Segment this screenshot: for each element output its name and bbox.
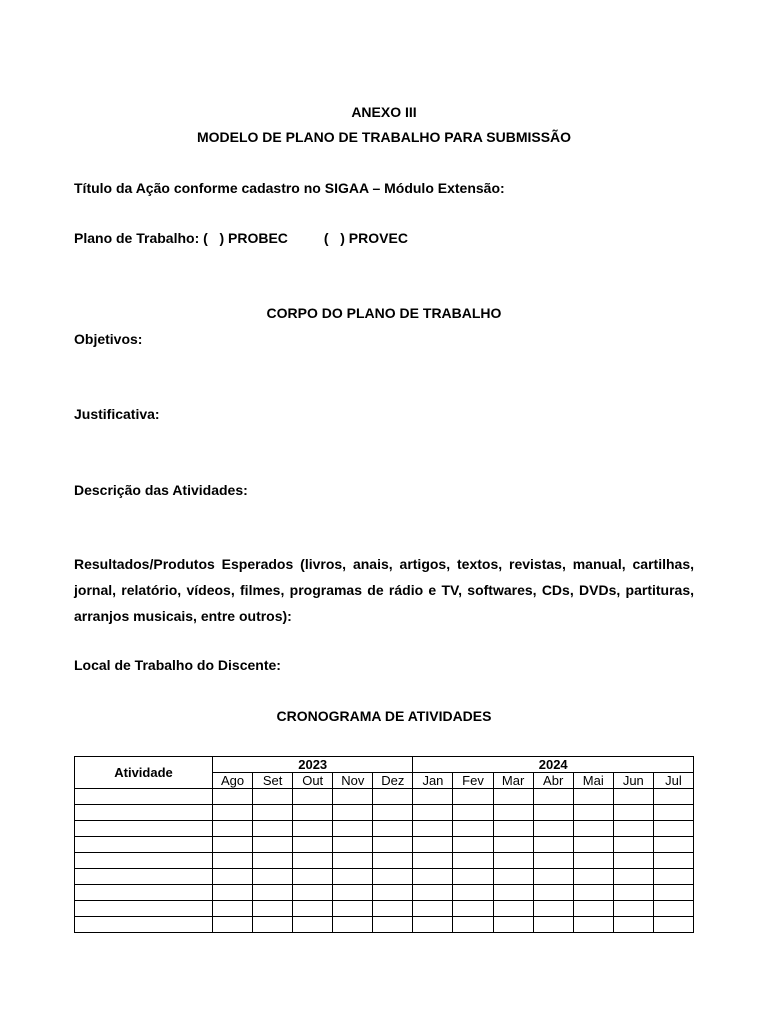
month-header: Abr bbox=[533, 773, 573, 789]
schedule-row bbox=[75, 853, 694, 869]
month-cell[interactable] bbox=[493, 869, 533, 885]
month-cell[interactable] bbox=[333, 885, 373, 901]
month-cell[interactable] bbox=[373, 917, 413, 933]
month-cell[interactable] bbox=[573, 885, 613, 901]
month-cell[interactable] bbox=[293, 901, 333, 917]
month-cell[interactable] bbox=[253, 789, 293, 805]
activity-cell[interactable] bbox=[75, 885, 213, 901]
month-cell[interactable] bbox=[493, 789, 533, 805]
month-cell[interactable] bbox=[653, 853, 693, 869]
month-cell[interactable] bbox=[373, 805, 413, 821]
month-cell[interactable] bbox=[493, 837, 533, 853]
objectives-label: Objetivos: bbox=[74, 331, 143, 347]
month-cell[interactable] bbox=[213, 853, 253, 869]
month-cell[interactable] bbox=[413, 837, 453, 853]
month-cell[interactable] bbox=[413, 789, 453, 805]
activity-cell[interactable] bbox=[75, 869, 213, 885]
work-plan-type-field bbox=[74, 230, 408, 246]
year-header: 2024 bbox=[413, 757, 694, 773]
month-header: Mar bbox=[493, 773, 533, 789]
month-cell[interactable] bbox=[453, 917, 493, 933]
month-cell[interactable] bbox=[453, 869, 493, 885]
activity-column-header: Atividade bbox=[75, 757, 213, 789]
month-cell[interactable] bbox=[413, 901, 453, 917]
month-header: Set bbox=[253, 773, 293, 789]
month-cell[interactable] bbox=[573, 789, 613, 805]
month-header: Jul bbox=[653, 773, 693, 789]
month-cell[interactable] bbox=[453, 821, 493, 837]
month-cell[interactable] bbox=[373, 853, 413, 869]
schedule-table bbox=[74, 756, 694, 933]
month-cell[interactable] bbox=[533, 789, 573, 805]
month-cell[interactable] bbox=[653, 901, 693, 917]
month-cell[interactable] bbox=[373, 821, 413, 837]
month-cell[interactable] bbox=[533, 821, 573, 837]
month-cell[interactable] bbox=[333, 869, 373, 885]
annex-label: ANEXO III bbox=[351, 104, 417, 120]
month-cell[interactable] bbox=[613, 789, 653, 805]
month-cell[interactable] bbox=[213, 821, 253, 837]
schedule-row bbox=[75, 901, 694, 917]
month-cell[interactable] bbox=[333, 853, 373, 869]
month-cell[interactable] bbox=[493, 901, 533, 917]
month-cell[interactable] bbox=[413, 885, 453, 901]
month-cell[interactable] bbox=[613, 885, 653, 901]
month-cell[interactable] bbox=[453, 789, 493, 805]
month-header: Fev bbox=[453, 773, 493, 789]
month-cell[interactable] bbox=[653, 821, 693, 837]
month-cell[interactable] bbox=[333, 837, 373, 853]
month-cell[interactable] bbox=[373, 885, 413, 901]
month-cell[interactable] bbox=[213, 789, 253, 805]
section-title: CORPO DO PLANO DE TRABALHO bbox=[266, 305, 502, 321]
month-cell[interactable] bbox=[533, 837, 573, 853]
month-cell[interactable] bbox=[653, 917, 693, 933]
month-cell[interactable] bbox=[413, 821, 453, 837]
month-cell[interactable] bbox=[213, 917, 253, 933]
month-header: Jan bbox=[413, 773, 453, 789]
month-header: Jun bbox=[613, 773, 653, 789]
month-cell[interactable] bbox=[213, 901, 253, 917]
month-cell[interactable] bbox=[573, 853, 613, 869]
month-header: Mai bbox=[573, 773, 613, 789]
month-cell[interactable] bbox=[413, 917, 453, 933]
month-cell[interactable] bbox=[213, 885, 253, 901]
month-cell[interactable] bbox=[613, 901, 653, 917]
document-title: MODELO DE PLANO DE TRABALHO PARA SUBMISSÃO bbox=[196, 129, 572, 145]
month-cell[interactable] bbox=[613, 805, 653, 821]
activity-cell[interactable] bbox=[75, 901, 213, 917]
month-cell[interactable] bbox=[253, 917, 293, 933]
month-cell[interactable] bbox=[653, 885, 693, 901]
month-cell[interactable] bbox=[533, 901, 573, 917]
provec-option: ( ) PROVEC bbox=[323, 230, 408, 246]
schedule-row bbox=[75, 885, 694, 901]
month-cell[interactable] bbox=[493, 917, 533, 933]
month-cell[interactable] bbox=[453, 901, 493, 917]
activity-cell[interactable] bbox=[75, 917, 213, 933]
month-header: Ago bbox=[213, 773, 253, 789]
month-cell[interactable] bbox=[533, 885, 573, 901]
month-cell[interactable] bbox=[573, 805, 613, 821]
month-cell[interactable] bbox=[453, 885, 493, 901]
month-cell[interactable] bbox=[613, 837, 653, 853]
month-cell[interactable] bbox=[573, 821, 613, 837]
month-cell[interactable] bbox=[493, 805, 533, 821]
activities-description-label: Descrição das Atividades: bbox=[74, 482, 248, 498]
month-cell[interactable] bbox=[293, 853, 333, 869]
schedule-row bbox=[75, 789, 694, 805]
month-cell[interactable] bbox=[213, 837, 253, 853]
month-cell[interactable] bbox=[333, 789, 373, 805]
schedule-row bbox=[75, 805, 694, 821]
month-cell[interactable] bbox=[293, 869, 333, 885]
activity-cell[interactable] bbox=[75, 789, 213, 805]
month-cell[interactable] bbox=[333, 901, 373, 917]
month-cell[interactable] bbox=[213, 805, 253, 821]
month-cell[interactable] bbox=[293, 805, 333, 821]
month-cell[interactable] bbox=[293, 837, 333, 853]
activity-cell[interactable] bbox=[75, 837, 213, 853]
month-cell[interactable] bbox=[333, 917, 373, 933]
month-cell[interactable] bbox=[253, 885, 293, 901]
schedule-row bbox=[75, 821, 694, 837]
action-title-field: Título da Ação conforme cadastro no SIGAA – Módulo Extensão: bbox=[74, 180, 505, 196]
month-cell[interactable] bbox=[253, 805, 293, 821]
month-cell[interactable] bbox=[293, 917, 333, 933]
month-header: Nov bbox=[333, 773, 373, 789]
schedule-row bbox=[75, 869, 694, 885]
month-cell[interactable] bbox=[373, 789, 413, 805]
month-cell[interactable] bbox=[613, 853, 653, 869]
month-cell[interactable] bbox=[533, 917, 573, 933]
activity-cell[interactable] bbox=[75, 853, 213, 869]
month-cell[interactable] bbox=[493, 821, 533, 837]
activity-cell[interactable] bbox=[75, 805, 213, 821]
month-cell[interactable] bbox=[613, 917, 653, 933]
month-cell[interactable] bbox=[413, 853, 453, 869]
activity-cell[interactable] bbox=[75, 821, 213, 837]
month-cell[interactable] bbox=[533, 869, 573, 885]
month-cell[interactable] bbox=[613, 869, 653, 885]
month-header: Out bbox=[293, 773, 333, 789]
workplace-label: Local de Trabalho do Discente: bbox=[74, 657, 281, 673]
month-cell[interactable] bbox=[373, 901, 413, 917]
month-cell[interactable] bbox=[493, 853, 533, 869]
month-cell[interactable] bbox=[573, 869, 613, 885]
month-cell[interactable] bbox=[573, 917, 613, 933]
month-cell[interactable] bbox=[333, 805, 373, 821]
month-cell[interactable] bbox=[533, 805, 573, 821]
month-cell[interactable] bbox=[573, 901, 613, 917]
expected-results-label: Resultados/Produtos Esperados (livros, anais, artigos, textos, revistas, manual, cartilhas, jornal, relatório, vídeos, filmes, programas de rádio e TV, softwares, CDs, DVDs, partituras, arranjos musicais, entre outros): bbox=[74, 556, 694, 624]
month-cell[interactable] bbox=[373, 869, 413, 885]
month-header: Dez bbox=[373, 773, 413, 789]
month-cell[interactable] bbox=[573, 837, 613, 853]
month-cell[interactable] bbox=[613, 821, 653, 837]
month-cell[interactable] bbox=[453, 805, 493, 821]
month-cell[interactable] bbox=[653, 805, 693, 821]
probec-option: Plano de Trabalho: ( ) PROBEC bbox=[74, 230, 288, 246]
schedule-row bbox=[75, 837, 694, 853]
justification-label: Justificativa: bbox=[74, 406, 160, 422]
month-cell[interactable] bbox=[653, 789, 693, 805]
month-cell[interactable] bbox=[253, 821, 293, 837]
month-cell[interactable] bbox=[293, 885, 333, 901]
month-cell[interactable] bbox=[253, 853, 293, 869]
month-cell[interactable] bbox=[373, 837, 413, 853]
schedule-title: CRONOGRAMA DE ATIVIDADES bbox=[276, 708, 492, 724]
month-cell[interactable] bbox=[253, 869, 293, 885]
schedule-row bbox=[75, 917, 694, 933]
month-cell[interactable] bbox=[653, 837, 693, 853]
month-cell[interactable] bbox=[333, 821, 373, 837]
month-cell[interactable] bbox=[413, 869, 453, 885]
month-cell[interactable] bbox=[293, 789, 333, 805]
month-cell[interactable] bbox=[653, 869, 693, 885]
month-cell[interactable] bbox=[533, 853, 573, 869]
month-cell[interactable] bbox=[493, 885, 533, 901]
month-cell[interactable] bbox=[213, 869, 253, 885]
month-cell[interactable] bbox=[253, 901, 293, 917]
month-cell[interactable] bbox=[253, 837, 293, 853]
month-cell[interactable] bbox=[453, 853, 493, 869]
month-cell[interactable] bbox=[413, 805, 453, 821]
month-cell[interactable] bbox=[453, 837, 493, 853]
year-header: 2023 bbox=[213, 757, 413, 773]
month-cell[interactable] bbox=[293, 821, 333, 837]
